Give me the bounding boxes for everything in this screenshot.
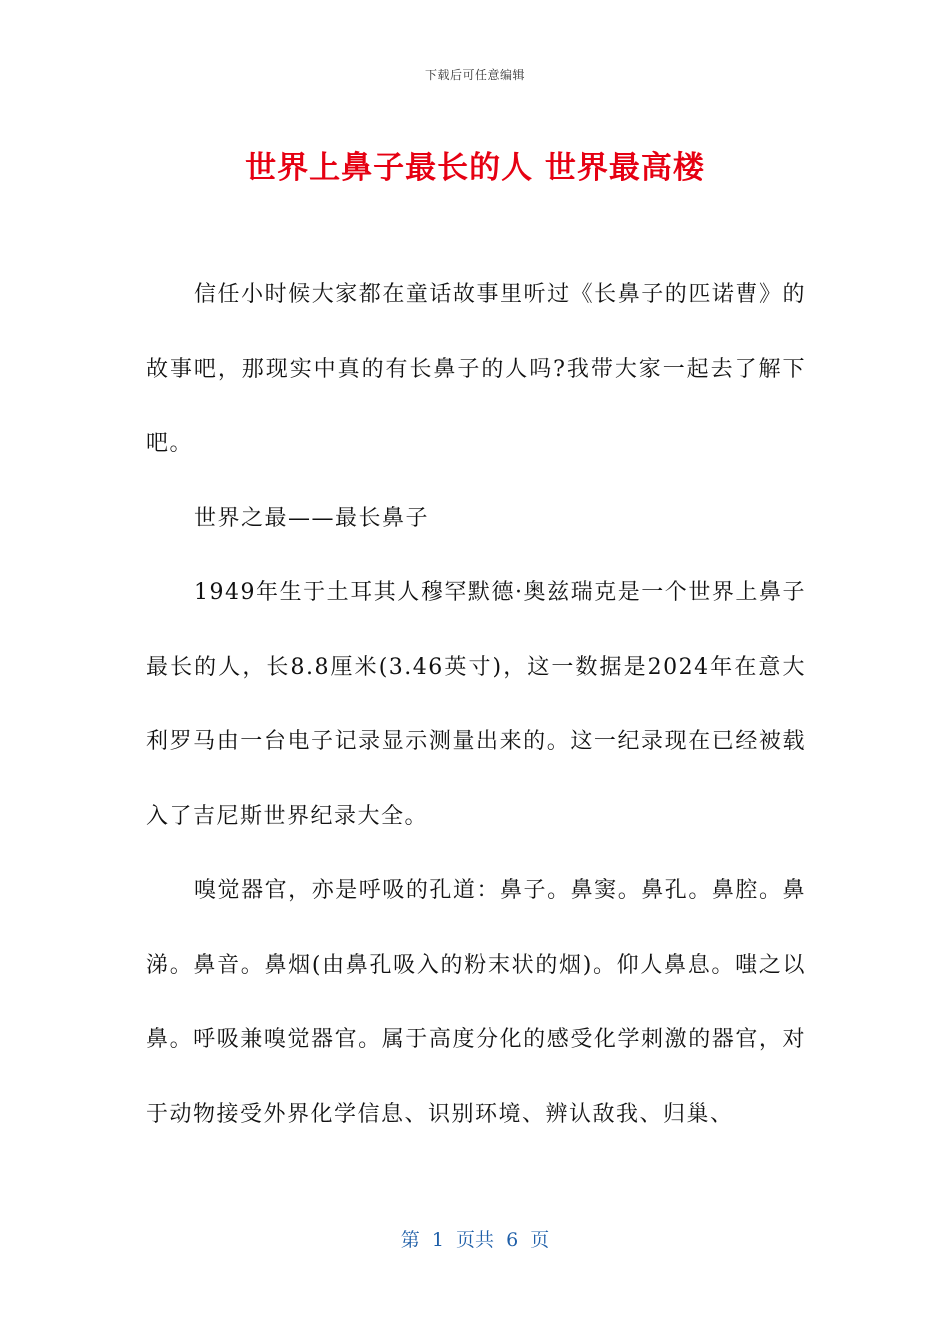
page-number: 第 1 页共 6 页 (400, 1229, 550, 1251)
paragraph-intro: 信任小时候大家都在童话故事里听过《长鼻子的匹诺曹》的故事吧，那现实中真的有长鼻子的人吗?我带大家一起去了解下吧。 (146, 282, 806, 456)
document-body (146, 258, 806, 1152)
header-note: 下载后可任意编辑 (424, 68, 525, 82)
paragraph-record: 1949年生于土耳其人穆罕默德·奥兹瑞克是一个世界上鼻子最长的人，长8.8厘米(3.46英寸)，这一数据是2024年在意大利罗马由一台电子记录显示测量出来的。这一纪录现在已经被载入了吉尼斯世界纪录大全。 (146, 580, 806, 829)
paragraph-organ: 嗅觉器官，亦是呼吸的孔道：鼻子。鼻窦。鼻孔。鼻腔。鼻涕。鼻音。鼻烟(由鼻孔吸入的粉末状的烟)。仰人鼻息。嗤之以鼻。呼吸兼嗅觉器官。属于高度分化的感受化学刺激的器官，对于动物接受外界化学信息、识别环境、辨认敌我、归巢、 (146, 878, 806, 1127)
document-title: 世界上鼻子最长的人 世界最高楼 (245, 150, 705, 186)
paragraph-heading: 世界之最——最长鼻子 (194, 505, 430, 531)
